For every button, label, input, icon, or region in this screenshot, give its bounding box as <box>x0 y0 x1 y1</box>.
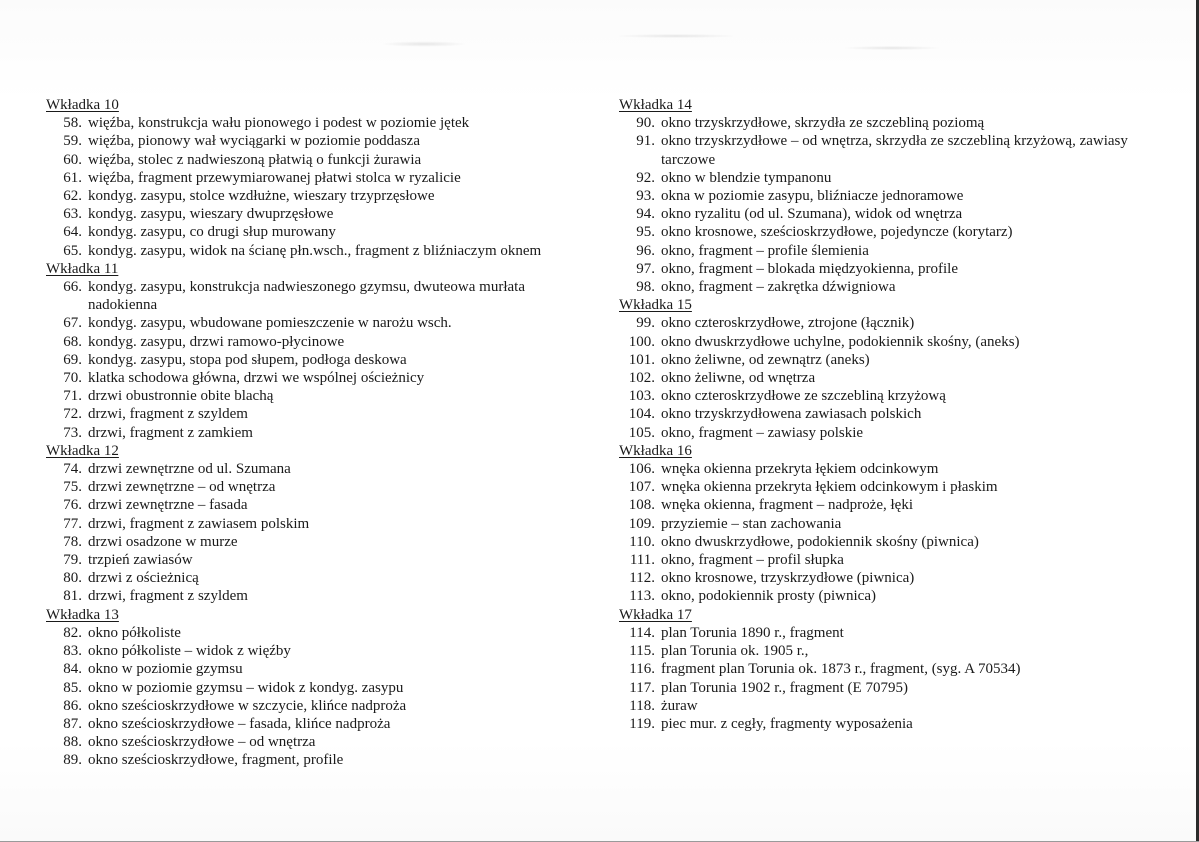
list-item <box>619 551 1164 569</box>
item-number: 74. <box>63 461 82 478</box>
insert-section <box>619 606 1164 733</box>
item-number: 68. <box>63 333 82 350</box>
scan-noise <box>280 20 1000 60</box>
item-number: 91. <box>636 133 655 150</box>
list-item <box>46 533 586 551</box>
item-description: okno, podokiennik prosty (piwnica) <box>661 588 876 605</box>
list-item <box>46 405 586 423</box>
item-description: więźba, konstrukcja wału pionowego i podest w poziomie jętek <box>88 115 470 132</box>
item-description: drzwi zewnętrzne – fasada <box>88 497 248 514</box>
item-description: plan Torunia ok. 1905 r., <box>661 643 809 660</box>
item-description: okno krosnowe, trzyskrzydłowe (piwnica) <box>661 570 915 587</box>
list-item <box>619 387 1164 405</box>
item-description: więźba, pionowy wał wyciągarki w poziomie poddasza <box>88 133 420 150</box>
item-description: drzwi zewnętrzne – od wnętrza <box>88 479 276 496</box>
list-item <box>46 132 586 150</box>
item-number: 104. <box>628 406 655 423</box>
list-item <box>46 587 586 605</box>
item-description: drzwi z ościeżnicą <box>88 570 199 587</box>
item-description: plan Torunia 1890 r., fragment <box>661 624 844 641</box>
item-number: 99. <box>636 315 655 332</box>
item-description: kondyg. zasypu, wieszary dwuprzęsłowe <box>88 206 334 223</box>
item-description: okno w poziomie gzymsu <box>88 661 243 678</box>
list-item <box>46 496 586 514</box>
item-description: okno, fragment – zawiasy polskie <box>661 424 864 441</box>
section-title: Wkładka 10 <box>46 97 119 113</box>
item-description: plan Torunia 1902 r., fragment (E 70795) <box>661 679 908 696</box>
insert-section <box>46 96 586 260</box>
list-item <box>46 205 586 223</box>
list-item <box>46 642 586 660</box>
insert-section <box>619 96 1164 296</box>
item-description: okno krosnowe, sześcioskrzydłowe, pojedyncze (korytarz) <box>661 224 1013 241</box>
item-description: drzwi, fragment z szyldem <box>88 588 248 605</box>
list-item <box>619 515 1164 533</box>
list-item <box>619 478 1164 496</box>
list-item <box>619 496 1164 514</box>
item-number: 71. <box>63 388 82 405</box>
item-number: 61. <box>63 169 82 186</box>
list-item <box>46 569 586 587</box>
item-number: 64. <box>63 224 82 241</box>
insert-section <box>46 606 586 770</box>
list-item <box>619 205 1164 223</box>
item-number: 105. <box>628 424 655 441</box>
item-description: okno, fragment – profil słupka <box>661 552 844 569</box>
item-number: 95. <box>636 224 655 241</box>
list-item <box>46 223 586 241</box>
item-number: 59. <box>63 133 82 150</box>
list-item <box>46 151 586 169</box>
insert-section <box>46 260 586 442</box>
list-item <box>619 697 1164 715</box>
list-item <box>619 242 1164 260</box>
list-item <box>619 460 1164 478</box>
right-column <box>619 96 1164 733</box>
item-number: 82. <box>63 624 82 641</box>
item-number: 62. <box>63 188 82 205</box>
list-item <box>46 660 586 678</box>
item-description: trzpień zawiasów <box>88 552 193 569</box>
item-description: okno trzyskrzydłowe – od wnętrza, skrzydła ze szczebliną krzyżową, zawiasy tarczowe <box>661 133 1128 168</box>
list-item <box>46 715 586 733</box>
item-description: okno dwuskrzydłowe uchylne, podokiennik skośny, (aneks) <box>661 333 1020 350</box>
item-description: okno trzyskrzydłowe, skrzydła ze szczebliną poziomą <box>661 115 985 132</box>
item-description: drzwi, fragment z zawiasem polskim <box>88 515 310 532</box>
section-title: Wkładka 13 <box>46 606 119 623</box>
item-description: okno, fragment – blokada międzyokienna, profile <box>661 260 958 277</box>
item-description: okno sześcioskrzydłowe – fasada, klińce nadproża <box>88 715 391 732</box>
list-item <box>619 351 1164 369</box>
item-number: 102. <box>628 370 655 387</box>
item-number: 84. <box>63 661 82 678</box>
list-item <box>46 351 586 369</box>
item-description: okno, fragment – profile ślemienia <box>661 242 869 259</box>
item-description: więźba, stolec z nadwieszoną płatwią o funkcji żurawia <box>88 151 422 168</box>
item-description: kondyg. zasypu, konstrukcja nadwieszonego gzymsu, dwuteowa murłata nadokienna <box>88 279 525 314</box>
item-description: okno czteroskrzydłowe, ztrojone (łącznik) <box>661 315 915 332</box>
list-item <box>619 624 1164 642</box>
item-number: 85. <box>63 679 82 696</box>
item-number: 86. <box>63 697 82 714</box>
section-title: Wkładka 14 <box>619 97 692 113</box>
list-item <box>619 187 1164 205</box>
section-title: Wkładka 16 <box>619 442 692 459</box>
list-item <box>619 424 1164 442</box>
list-item <box>619 369 1164 387</box>
item-description: okno półkoliste <box>88 624 181 641</box>
item-description: okna w poziomie zasypu, bliźniacze jednoramowe <box>661 188 964 205</box>
item-description: okno, fragment – zakrętka dźwigniowa <box>661 279 896 296</box>
item-number: 94. <box>636 206 655 223</box>
list-item <box>46 387 586 405</box>
item-description: kondyg. zasypu, wbudowane pomieszczenie w narożu wsch. <box>88 315 452 332</box>
item-description: okno czteroskrzydłowe ze szczebliną krzyżową <box>661 388 946 405</box>
left-column <box>46 96 586 770</box>
item-number: 88. <box>63 734 82 751</box>
list-item <box>619 114 1164 132</box>
item-number: 97. <box>636 260 655 277</box>
list-item <box>46 515 586 533</box>
list-item <box>46 169 586 187</box>
list-item <box>619 642 1164 660</box>
item-description: wnęka okienna, fragment – nadproże, łęki <box>661 497 913 514</box>
item-number: 79. <box>63 552 82 569</box>
list-item <box>46 697 586 715</box>
item-number: 113. <box>629 588 655 605</box>
item-number: 60. <box>63 151 82 168</box>
item-description: kondyg. zasypu, co drugi słup murowany <box>88 224 336 241</box>
item-description: okno sześcioskrzydłowe, fragment, profile <box>88 752 344 769</box>
list-item <box>46 278 586 314</box>
list-item <box>46 551 586 569</box>
list-item <box>619 223 1164 241</box>
item-description: okno sześcioskrzydłowe – od wnętrza <box>88 734 316 751</box>
item-description: drzwi, fragment z szyldem <box>88 406 248 423</box>
list-item <box>619 314 1164 332</box>
list-item <box>619 679 1164 697</box>
item-number: 115. <box>629 643 655 660</box>
list-item <box>46 478 586 496</box>
item-number: 90. <box>636 115 655 132</box>
item-number: 69. <box>63 351 82 368</box>
list-item <box>619 533 1164 551</box>
item-number: 117. <box>629 679 655 696</box>
item-number: 112. <box>629 570 655 587</box>
item-number: 111. <box>629 552 655 569</box>
list-item <box>619 715 1164 733</box>
item-number: 103. <box>628 388 655 405</box>
insert-section <box>619 442 1164 606</box>
section-title: Wkładka 11 <box>46 260 119 277</box>
item-description: okno w poziomie gzymsu – widok z kondyg. zasypu <box>88 679 404 696</box>
item-description: drzwi zewnętrzne od ul. Szumana <box>88 461 291 478</box>
item-number: 108. <box>628 497 655 514</box>
item-description: klatka schodowa główna, drzwi we wspólnej ościeżnicy <box>88 370 425 387</box>
item-number: 92. <box>636 169 655 186</box>
insert-section <box>619 296 1164 442</box>
list-item <box>46 333 586 351</box>
list-item <box>46 314 586 332</box>
item-description: okno półkoliste – widok z więźby <box>88 643 291 660</box>
list-item <box>46 460 586 478</box>
item-description: więźba, fragment przewymiarowanej płatwi stolca w ryzalicie <box>88 169 461 186</box>
item-number: 118. <box>629 697 655 714</box>
item-number: 65. <box>63 242 82 259</box>
item-description: wnęka okienna przekryta łękiem odcinkowym i płaskim <box>661 479 998 496</box>
list-item <box>46 679 586 697</box>
item-number: 116. <box>629 661 655 678</box>
list-item <box>46 733 586 751</box>
item-number: 89. <box>63 752 82 769</box>
item-number: 119. <box>629 715 655 732</box>
list-item <box>619 569 1164 587</box>
item-number: 70. <box>63 370 82 387</box>
list-item <box>619 405 1164 423</box>
item-description: kondyg. zasypu, widok na ścianę płn.wsch., fragment z bliźniaczym oknem <box>88 242 542 259</box>
item-description: okno sześcioskrzydłowe w szczycie, klińce nadproża <box>88 697 407 714</box>
item-number: 93. <box>636 188 655 205</box>
item-number: 63. <box>63 206 82 223</box>
item-description: żuraw <box>661 697 698 714</box>
item-number: 81. <box>63 588 82 605</box>
item-number: 96. <box>636 242 655 259</box>
item-number: 114. <box>629 624 655 641</box>
insert-section <box>46 442 586 606</box>
list-item <box>619 333 1164 351</box>
item-number: 110. <box>629 533 655 550</box>
item-description: okno w blendzie tympanonu <box>661 169 832 186</box>
item-number: 73. <box>63 424 82 441</box>
list-item <box>46 751 586 769</box>
item-description: kondyg. zasypu, drzwi ramowo-płycinowe <box>88 333 345 350</box>
list-item <box>619 660 1164 678</box>
item-number: 109. <box>628 515 655 532</box>
list-item <box>46 242 586 260</box>
item-number: 78. <box>63 533 82 550</box>
item-description: okno ryzalitu (od ul. Szumana), widok od wnętrza <box>661 206 963 223</box>
list-item <box>46 187 586 205</box>
section-title: Wkładka 17 <box>619 606 692 623</box>
item-description: okno żeliwne, od zewnątrz (aneks) <box>661 351 870 368</box>
item-description: fragment plan Torunia ok. 1873 r., fragment, (syg. A 70534) <box>661 661 1021 678</box>
list-item <box>46 114 586 132</box>
item-number: 66. <box>63 279 82 296</box>
item-number: 107. <box>628 479 655 496</box>
item-description: okno dwuskrzydłowe, podokiennik skośny (piwnica) <box>661 533 979 550</box>
list-item <box>619 278 1164 296</box>
list-item <box>46 424 586 442</box>
item-number: 98. <box>636 279 655 296</box>
list-item <box>619 587 1164 605</box>
item-number: 83. <box>63 643 82 660</box>
item-number: 87. <box>63 715 82 732</box>
item-number: 100. <box>628 333 655 350</box>
item-description: okno trzyskrzydłowena zawiasach polskich <box>661 406 922 423</box>
list-item <box>619 169 1164 187</box>
item-number: 77. <box>63 515 82 532</box>
list-item <box>46 369 586 387</box>
item-number: 106. <box>628 461 655 478</box>
section-title: Wkładka 12 <box>46 442 119 459</box>
item-description: kondyg. zasypu, stolce wzdłużne, wieszary trzyprzęsłowe <box>88 188 435 205</box>
item-number: 67. <box>63 315 82 332</box>
item-number: 72. <box>63 406 82 423</box>
list-item <box>619 132 1164 168</box>
item-number: 76. <box>63 497 82 514</box>
item-description: drzwi, fragment z zamkiem <box>88 424 253 441</box>
item-description: drzwi osadzone w murze <box>88 533 238 550</box>
list-item <box>46 624 586 642</box>
item-number: 80. <box>63 570 82 587</box>
item-number: 58. <box>63 115 82 132</box>
list-item <box>619 260 1164 278</box>
item-description: wnęka okienna przekryta łękiem odcinkowym <box>661 461 939 478</box>
item-description: okno żeliwne, od wnętrza <box>661 370 816 387</box>
item-description: kondyg. zasypu, stopa pod słupem, podłoga deskowa <box>88 351 407 368</box>
item-description: piec mur. z cegły, fragmenty wyposażenia <box>661 715 913 732</box>
section-title: Wkładka 15 <box>619 297 692 314</box>
item-number: 101. <box>628 351 655 368</box>
item-number: 75. <box>63 479 82 496</box>
item-description: przyziemie – stan zachowania <box>661 515 842 532</box>
item-description: drzwi obustronnie obite blachą <box>88 388 274 405</box>
